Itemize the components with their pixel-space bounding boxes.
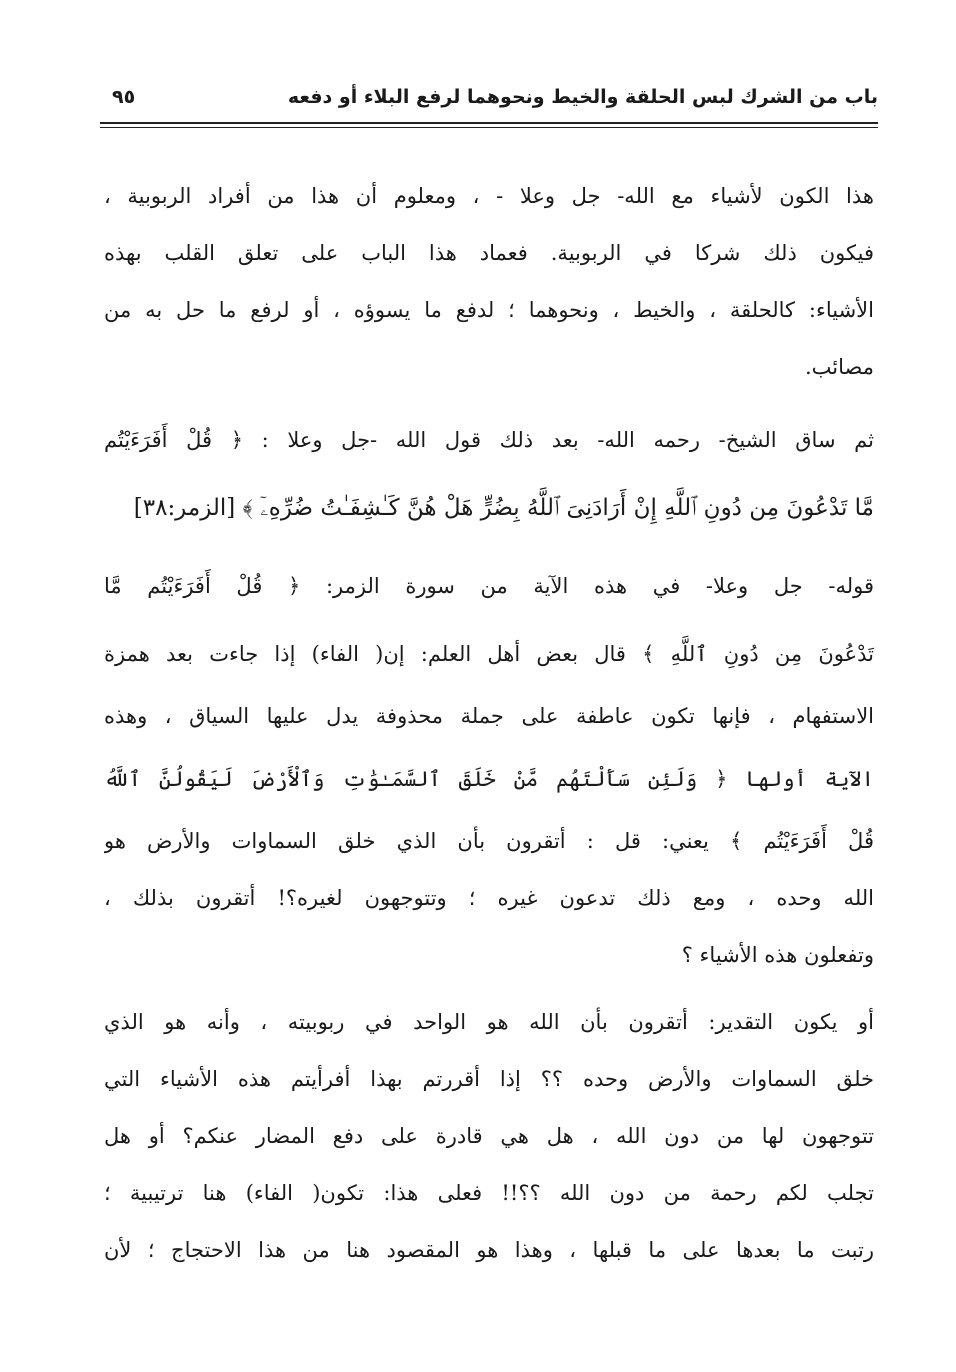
- text-line: الاستفهام ، فإنها تكون عاطفة على جملة محذوفة يدل عليها السياق ، وهذه: [104, 704, 874, 728]
- paragraph-2: [104, 406, 874, 542]
- text-line: خلق السماوات والأرض وحده ؟؟ إذا أقررتم بهذا أفرأيتم هذه الأشياء التي: [104, 1067, 874, 1091]
- page-body: [104, 168, 874, 1289]
- text-line: ثم ساق الشيخ- رحمه الله- بعد ذلك قول الله -جل وعلا : ﴿ قُلْ أَفَرَءَيْتُم: [104, 428, 874, 452]
- text-line: الأشياء: كالحلقة ، والخيط ، ونحوهما ؛ لدفع ما يسوؤه ، أو لرفع ما حل به من: [104, 298, 874, 322]
- paragraph-1: [104, 168, 874, 396]
- text-line: تَدْعُونَ مِن دُونِ ٱللَّهِ ﴾ قال بعض أهل العلم: إن( الفاء) إذا جاءت بعد همزة: [104, 642, 874, 666]
- paragraph-3: [104, 552, 874, 984]
- text-line: تتوجهون لها من دون الله ، هل هي قادرة على دفع المضار عنكم؟ أو هل: [104, 1124, 874, 1148]
- text-line: وتفعلون هذه الأشياء ؟: [681, 943, 874, 967]
- paragraph-4: [104, 994, 874, 1279]
- text-line: أو يكون التقدير: أتقرون بأن الله هو الواحد في ربوبيته ، وأنه هو الذي: [104, 1010, 874, 1034]
- header-divider: [100, 122, 878, 124]
- page-number: ٩٥: [112, 86, 136, 108]
- page-header: [100, 82, 878, 118]
- text-line: مصائب.: [805, 355, 874, 379]
- text-line: فيكون ذلك شركا في الربوبية. فعماد هذا الباب على تعلق القلب بهذه: [104, 241, 874, 265]
- text-line: تجلب لكم رحمة من دون الله ؟؟!! فعلى هذا: تكون( الفاء) هنا ترتيبية ؛: [104, 1181, 874, 1205]
- text-line: الله وحده ، ومع ذلك تدعون غيره ؛ وتتوجهون لغيره؟! أتقرون بذلك ،: [104, 886, 874, 910]
- text-line: هذا الكون لأشياء مع الله- جل وعلا - ، ومعلوم أن هذا من أفراد الربوبية ،: [104, 184, 874, 208]
- chapter-title: باب من الشرك لبس الحلقة والخيط ونحوهما لرفع البلاء أو دفعه: [287, 86, 878, 108]
- header-divider-thin: [100, 127, 878, 128]
- text-line: قوله- جل وعلا- في هذه الآية من سورة الزمر: ﴿ قُلْ أَفَرَءَيْتُم مَّا: [104, 574, 874, 598]
- text-line: الآية أولها ﴿ وَلَئِن سَأَلْتَهُم مَّنْ خَلَقَ ٱلسَّمَـٰوَٰتِ وَٱلْأَرْضَ لَيَقُولُنَّ ٱللَّهُ: [104, 767, 874, 791]
- quran-verse-line: مَّا تَدْعُونَ مِن دُونِ ٱللَّهِ إِنْ أَرَادَنِىَ ٱللَّهُ بِضُرٍّ هَلْ هُنَّ كَـٰشِفَـٰتُ ضُرِّهِۦٓ ﴾ [الزمر:٣٨]: [133, 495, 874, 521]
- text-line: رتبت ما بعدها على ما قبلها ، وهذا هو المقصود هنا من هذا الاحتجاج ؛ لأن: [104, 1238, 874, 1262]
- text-line: قُلْ أَفَرَءَيْتُم ﴾ يعني: قل : أتقرون بأن الذي خلق السماوات والأرض هو: [104, 829, 874, 853]
